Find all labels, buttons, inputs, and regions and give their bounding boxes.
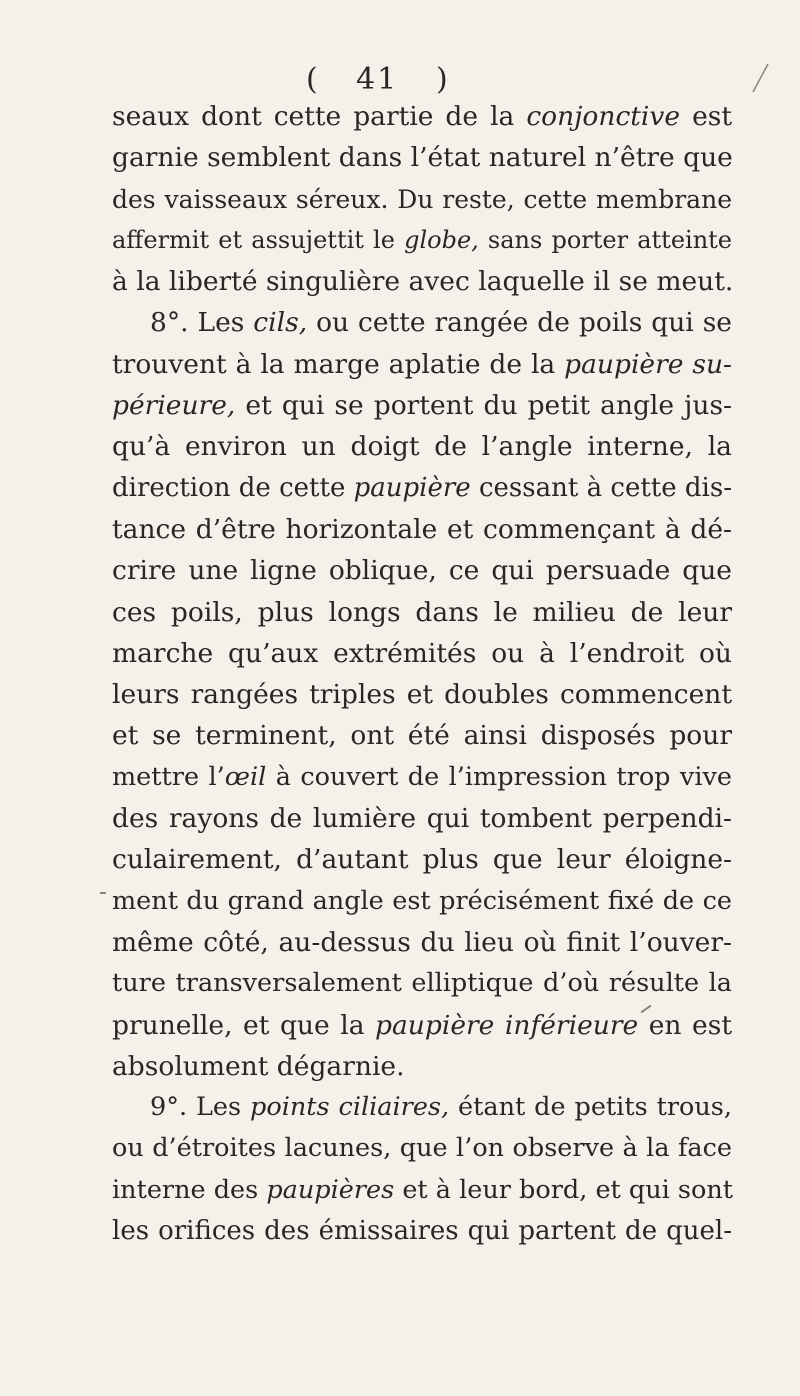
text-line: [112, 1170, 732, 1211]
margin-speck: [100, 892, 106, 894]
text-line: [112, 1128, 732, 1169]
text-line: [112, 922, 732, 963]
text-run: même côté, au-dessus du lieu où finit l’ouver-: [112, 926, 732, 958]
text-run: tance d’être horizontale et commençant à dé-: [112, 513, 732, 545]
text-run: prunelle, et que la: [112, 1009, 376, 1041]
text-line: [112, 1005, 732, 1046]
text-line: [112, 179, 732, 220]
text-line: [112, 592, 732, 633]
italic-term: paupière inférieure: [375, 1009, 639, 1041]
text-run: interne des: [112, 1174, 267, 1205]
folio-close-paren: ): [436, 62, 450, 97]
italic-term: paupière: [353, 472, 471, 503]
text-run: et qui se portent du petit angle jus-: [235, 390, 732, 422]
text-run: crire une ligne oblique, ce qui persuade que: [112, 555, 732, 587]
folio-open-paren: (: [306, 62, 320, 97]
text-run: absolument dégarnie.: [112, 1050, 405, 1082]
text-line: [112, 220, 732, 261]
text-run: ou d’étroites lacunes, que l’on observe à la face: [112, 1133, 732, 1164]
text-run: sans porter atteinte: [478, 225, 733, 254]
text-line: [112, 839, 732, 880]
corner-slash-mark: [748, 60, 772, 96]
text-run: ture transversalement elliptique d’où résulte la: [112, 968, 732, 999]
text-line: [112, 385, 732, 426]
text-line: [112, 757, 732, 798]
text-run: qu’à environ un doigt de l’angle interne, la: [112, 431, 732, 463]
text-line: [112, 1087, 732, 1128]
text-line: [112, 96, 732, 137]
text-line: [112, 715, 732, 756]
text-line: [112, 881, 732, 922]
text-run: à la liberté singulière avec laquelle il se meut.: [112, 266, 734, 298]
text-run: étant de petits trous,: [449, 1092, 732, 1123]
text-line: [112, 137, 732, 178]
italic-term: globe,: [404, 225, 479, 254]
italic-term: périeure,: [112, 390, 236, 422]
text-line: [112, 344, 732, 385]
text-line: [112, 509, 732, 550]
text-line: [112, 302, 732, 343]
text-run: ment du grand angle est précisément fixé de ce: [112, 885, 732, 916]
text-run: des rayons de lumière qui tombent perpendi-: [112, 803, 732, 835]
text-line: [112, 674, 732, 715]
text-run: et se terminent, ont été ainsi disposés pour: [112, 720, 732, 752]
text-run: ces poils, plus longs dans le milieu de leur: [112, 596, 732, 628]
text-run: des vaisseaux séreux. Du reste, cette membrane: [112, 184, 732, 214]
italic-term: paupière su-: [564, 348, 732, 380]
text-run: à couvert de l’impression trop vive: [266, 761, 732, 792]
text-run: les orifices des émissaires qui partent de quel-: [112, 1216, 732, 1247]
text-run: en est: [638, 1009, 732, 1041]
text-run: leurs rangées triples et doubles commencent: [112, 679, 732, 711]
text-run: et à leur bord, et qui sont: [394, 1174, 734, 1205]
text-line: [112, 963, 732, 1004]
text-run: garnie semblent dans l’état naturel n’être que: [112, 142, 733, 174]
text-run: mettre l’: [112, 761, 225, 792]
text-run: culairement, d’autant plus que leur éloigne-: [112, 844, 732, 876]
italic-term: conjonctive: [526, 101, 681, 132]
text-line: [112, 633, 732, 674]
text-line: [112, 261, 732, 302]
text-run: ou cette rangée de poils qui se: [307, 307, 732, 339]
text-run: 8°. Les: [150, 307, 254, 339]
text-line: [112, 1211, 732, 1252]
body-text: [112, 96, 732, 1252]
italic-term: œil: [224, 761, 267, 792]
text-line: [112, 426, 732, 467]
page-number: 41: [356, 62, 399, 97]
text-run: est: [680, 101, 732, 132]
text-run: trouvent à la marge aplatie de la: [112, 348, 565, 380]
text-run: affermit et assujettit le: [112, 225, 405, 254]
italic-term: cils,: [253, 307, 308, 339]
text-run: cessant à cette dis-: [470, 472, 732, 503]
text-line: [112, 798, 732, 839]
text-run: direction de cette: [112, 472, 354, 503]
text-run: 9°. Les: [150, 1092, 251, 1123]
text-line: [112, 1046, 732, 1087]
italic-term: points ciliaires,: [250, 1092, 450, 1123]
text-line: [112, 550, 732, 591]
text-run: seaux dont cette partie de la: [112, 101, 527, 132]
text-line: [112, 468, 732, 509]
italic-term: paupières: [266, 1174, 395, 1205]
text-run: marche qu’aux extrémités ou à l’endroit où: [112, 637, 732, 669]
